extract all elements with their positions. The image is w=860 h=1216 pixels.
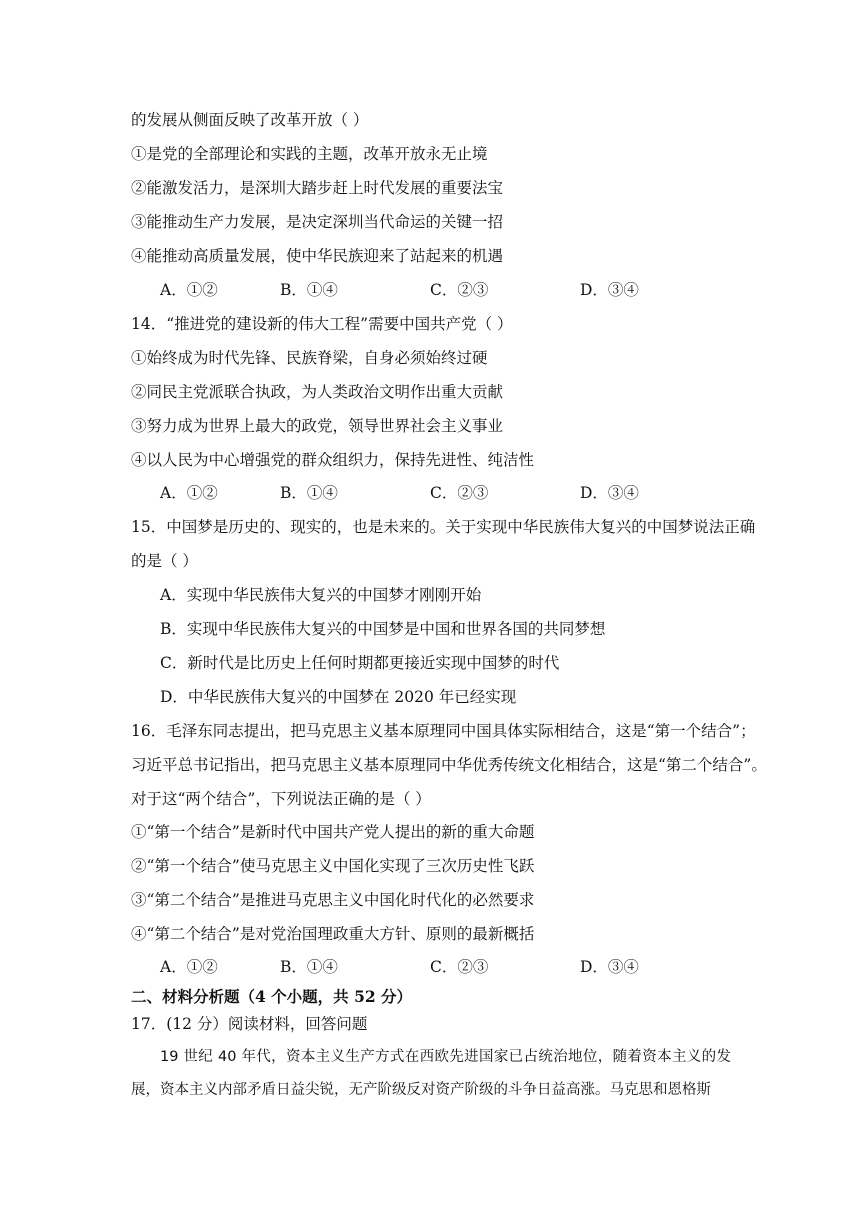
q14-statement-3: ③努力成为世界上最大的政党，领导世界社会主义事业 <box>131 417 504 435</box>
q15-stem-line-1: 15．中国梦是历史的、现实的，也是未来的。关于实现中华民族伟大复兴的中国梦说法正确 <box>131 518 756 536</box>
q16-stem-line-1: 16．毛泽东同志提出，把马克思主义基本原理同中国具体实际相结合，这是“第一个结合”； <box>131 722 756 740</box>
q16-statement-3: ③“第二个结合”是推进马克思主义中国化时代化的必然要求 <box>131 891 535 909</box>
option-d[interactable]: D．③④ <box>580 958 639 976</box>
option-b[interactable]: B．①④ <box>280 281 338 299</box>
section-heading: 二、材料分析题（4 个小题，共 52 分） <box>131 987 413 1006</box>
option-c[interactable]: C．②③ <box>430 281 489 299</box>
q16-statement-1: ①“第一个结合”是新时代中国共产党人提出的新的重大命题 <box>131 823 535 841</box>
q14-options <box>160 482 720 504</box>
q16-statement-2: ②“第一个结合”使马克思主义中国化实现了三次历史性飞跃 <box>131 857 535 875</box>
option-d[interactable]: D．③④ <box>580 281 639 299</box>
q16-options <box>160 956 720 978</box>
option-c[interactable]: C．②③ <box>430 484 489 502</box>
q16-statement-4: ④“第二个结合”是对党治国理政重大方针、原则的最新概括 <box>131 925 535 943</box>
option-a[interactable]: A．①② <box>160 281 218 299</box>
q14-statement-4: ④以人民为中心增强党的群众组织力，保持先进性、纯洁性 <box>131 451 535 469</box>
q13-stem-tail: 的发展从侧面反映了改革开放（ ） <box>131 111 369 129</box>
option-d[interactable]: D．③④ <box>580 484 639 502</box>
q14-statement-1: ①始终成为时代先锋、民族脊梁，自身必须始终过硬 <box>131 349 488 367</box>
q13-options <box>160 279 720 301</box>
q16-stem-line-3: 对于这“两个结合”，下列说法正确的是（ ） <box>131 790 431 808</box>
q16-stem-line-2: 习近平总书记指出，把马克思主义基本原理同中华优秀传统文化相结合，这是“第二个结合”。 <box>131 756 767 774</box>
q17-material-paragraph: 19 世纪 40 年代，资本主义生产方式在西欧先进国家已占统治地位，随着资本主义的发展，资本主义内部矛盾日益尖锐，无产阶级反对资产阶级的斗争日益高涨。马克思和恩格斯 <box>131 1049 731 1098</box>
option-a[interactable]: A．①② <box>160 484 218 502</box>
q13-statement-4: ④能推动高质量发展，使中华民族迎来了站起来的机遇 <box>131 247 504 265</box>
q15-option-c[interactable]: C．新时代是比历史上任何时期都更接近实现中国梦的时代 <box>160 654 560 672</box>
option-b[interactable]: B．①④ <box>280 958 338 976</box>
q14-statement-2: ②同民主党派联合执政，为人类政治文明作出重大贡献 <box>131 383 504 401</box>
option-a[interactable]: A．①② <box>160 958 218 976</box>
option-b[interactable]: B．①④ <box>280 484 338 502</box>
q17-stem: 17．(12 分）阅读材料，回答问题 <box>131 1015 368 1033</box>
q13-statement-3: ③能推动生产力发展，是决定深圳当代命运的关键一招 <box>131 213 504 231</box>
q13-statement-2: ②能激发活力，是深圳大踏步赶上时代发展的重要法宝 <box>131 179 504 197</box>
option-c[interactable]: C．②③ <box>430 958 489 976</box>
q13-statement-1: ①是党的全部理论和实践的主题，改革开放永无止境 <box>131 145 488 163</box>
q15-option-b[interactable]: B．实现中华民族伟大复兴的中国梦是中国和世界各国的共同梦想 <box>160 620 606 638</box>
q15-option-d[interactable]: D．中华民族伟大复兴的中国梦在 2020 年已经实现 <box>160 688 517 706</box>
q15-stem-line-2: 的是（ ） <box>131 552 198 570</box>
q14-stem: 14．“推进党的建设新的伟大工程”需要中国共产党（ ） <box>131 315 513 333</box>
q15-option-a[interactable]: A．实现中华民族伟大复兴的中国梦才刚刚开始 <box>160 586 482 604</box>
